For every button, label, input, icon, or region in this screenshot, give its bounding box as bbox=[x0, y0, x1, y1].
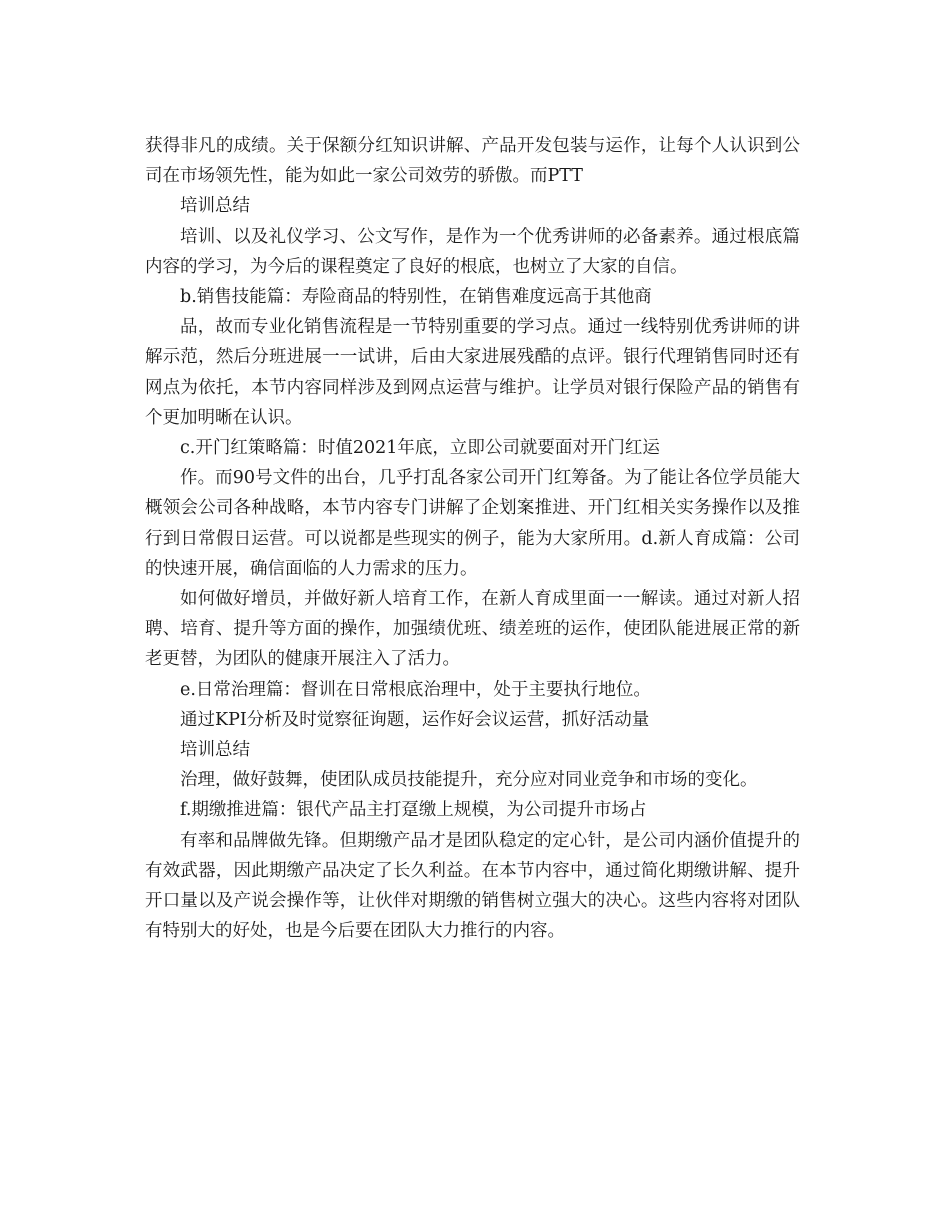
paragraph: 通过KPI分析及时觉察征询题，运作好会议运营，抓好活动量 bbox=[180, 709, 650, 730]
paragraph: 培训总结 bbox=[180, 740, 250, 761]
paragraph: 获得非凡的成绩。关于保额分红知识讲解、产品开发包装与运作，让每个人认识到公司在市场领先性，能为如此一家公司效劳的骄傲。而PTT bbox=[145, 136, 800, 187]
paragraph: 有率和品牌做先锋。但期缴产品才是团队稳定的定心针，是公司内涵价值提升的有效武器，因此期缴产品决定了长久利益。在本节内容中，通过简化期缴讲解、提升开口量以及产说会操作等，让伙伴对期缴的销售树立强大的决心。这些内容将对团队有特别大的好处，也是今后要在团队大力推行的内容。 bbox=[145, 830, 800, 942]
paragraph: 品，故而专业化销售流程是一节特别重要的学习点。通过一线特别优秀讲师的讲解示范，然后分班进展一一试讲，后由大家进展残酷的点评。银行代理销售同时还有网点为依托，本节内容同样涉及到网点运营与维护。让学员对银行保险产品的销售有个更加明晰在认识。 bbox=[145, 317, 800, 428]
paragraph: 治理，做好鼓舞，使团队成员技能提升，充分应对同业竞争和市场的变化。 bbox=[180, 770, 758, 791]
paragraph: f.期缴推进篇：银代产品主打趸缴上规模，为公司提升市场占 bbox=[180, 800, 647, 821]
document-body bbox=[145, 131, 800, 946]
paragraph: c.开门红策略篇：时值2021年底，立即公司就要面对开门红运 bbox=[180, 438, 660, 459]
paragraph: 作。而90号文件的出台，几乎打乱各家公司开门红筹备。为了能让各位学员能大概领会公司各种战略，本节内容专门讲解了企划案推进、开门红相关实务操作以及推行到日常假日运营。可以说都是些现实的例子，能为大家所用。d.新人育成篇：公司的快速开展，确信面临的人力需求的压力。 bbox=[145, 468, 800, 579]
paragraph: b.销售技能篇：寿险商品的特别性，在销售难度远高于其他商 bbox=[180, 287, 652, 308]
paragraph: 如何做好增员，并做好新人培育工作，在新人育成里面一一解读。通过对新人招聘、培育、提升等方面的操作，加强绩优班、绩差班的运作，使团队能进展正常的新老更替，为团队的健康开展注入了活力。 bbox=[145, 589, 800, 670]
paragraph: 培训、以及礼仪学习、公文写作，是作为一个优秀讲师的必备素养。通过根底篇内容的学习，为今后的课程奠定了良好的根底，也树立了大家的自信。 bbox=[145, 226, 800, 277]
paragraph: e.日常治理篇：督训在日常根底治理中，处于主要执行地位。 bbox=[180, 679, 651, 700]
paragraph: 培训总结 bbox=[180, 196, 250, 217]
